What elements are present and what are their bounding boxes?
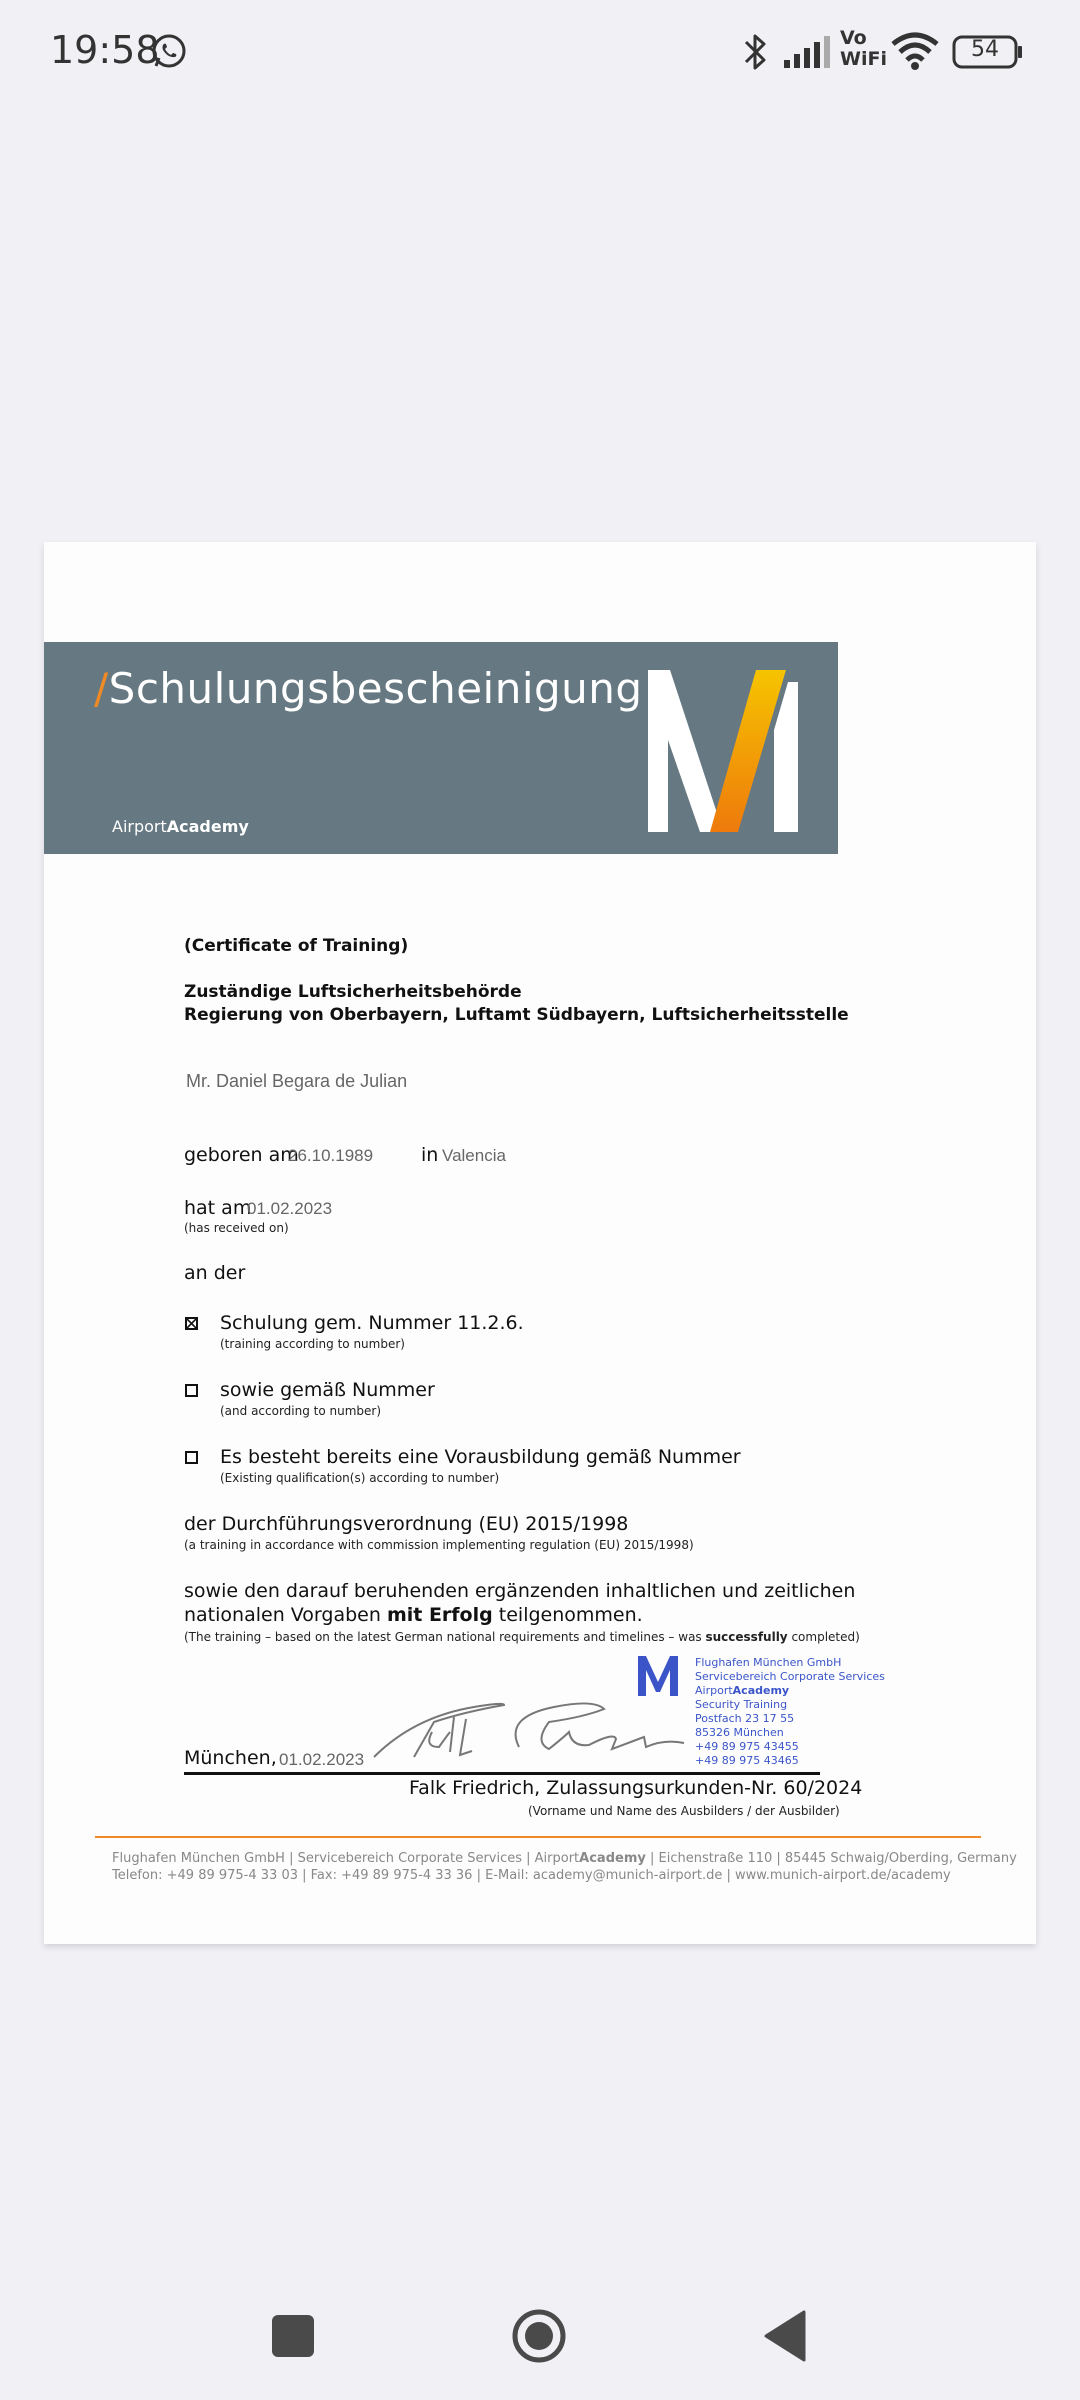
status-bar xyxy=(0,0,1080,100)
signing-date: 01.02.2023 xyxy=(279,1750,365,1769)
completion-emphasis: mit Erfolg xyxy=(386,1604,493,1626)
option-translation-2: (and according to number) xyxy=(220,1404,382,1418)
stamp-academy-word: Academy xyxy=(732,1684,790,1697)
completion-translation-bold: successfully xyxy=(705,1630,788,1644)
battery-level: 54 xyxy=(971,37,999,62)
received-translation: (has received on) xyxy=(184,1221,289,1235)
airport-academy-label xyxy=(112,817,249,836)
completion-line-2 xyxy=(184,1604,643,1626)
footer-address xyxy=(112,1851,1017,1866)
stamp-line-5: Postfach 23 17 55 xyxy=(695,1712,795,1725)
birthplace: Valencia xyxy=(442,1146,506,1165)
stamp-line-7: +49 89 975 43455 xyxy=(695,1740,799,1753)
regulation-text: der Durchführungsverordnung (EU) 2015/1998 xyxy=(184,1513,629,1535)
certificate-page[interactable] xyxy=(44,542,1036,1944)
footer-address-c: | Eichenstraße 110 | 85445 Schwaig/Oberding, Germany xyxy=(645,1851,1017,1866)
academy-word: Academy xyxy=(166,817,249,836)
authority-name: Regierung von Oberbayern, Luftamt Südbayern, Luftsicherheitsstelle xyxy=(184,1005,849,1025)
signing-place: München, xyxy=(184,1747,277,1769)
certificate-of-training-label: (Certificate of Training) xyxy=(184,936,409,956)
footer-contact: Telefon: +49 89 975-4 33 03 | Fax: +49 89 975-4 33 36 | E-Mail: academy@munich-airport.de | www.munich-airport.de/academy xyxy=(112,1868,951,1883)
status-time: 19:58 xyxy=(50,28,160,72)
in-label: in xyxy=(421,1144,439,1166)
option-translation-3: (Existing qualification(s) according to number) xyxy=(220,1471,500,1485)
checkbox-cross-icon xyxy=(187,1319,196,1328)
title-text: Schulungsbescheinigung xyxy=(108,664,643,713)
option-checkbox-1 xyxy=(185,1317,198,1330)
signer-name: Falk Friedrich, Zulassungsurkunden-Nr. 60/2024 xyxy=(409,1777,863,1799)
whatsapp-icon xyxy=(150,32,188,70)
received-date: 01.02.2023 xyxy=(247,1199,333,1218)
trainee-name: Mr. Daniel Begara de Julian xyxy=(186,1071,408,1091)
option-checkbox-3 xyxy=(185,1451,198,1464)
munich-airport-logo xyxy=(648,670,806,832)
option-label-3: Es besteht bereits eine Vorausbildung gemäß Nummer xyxy=(220,1446,741,1468)
handwritten-signature xyxy=(354,1677,694,1762)
footer-academy-word: Academy xyxy=(579,1851,646,1866)
birth-date: 26.10.1989 xyxy=(288,1146,374,1165)
stamp-line-6: 85326 München xyxy=(695,1726,784,1739)
completion-line-1: sowie den darauf beruhenden ergänzenden inhaltlichen und zeitlichen xyxy=(184,1580,856,1602)
completion-translation xyxy=(184,1630,860,1644)
stamp-line-3 xyxy=(695,1684,885,1698)
bluetooth-icon xyxy=(740,30,772,74)
airport-word: Airport xyxy=(112,817,167,836)
born-label: geboren am xyxy=(184,1144,299,1166)
recents-button[interactable] xyxy=(272,2315,314,2357)
vowifi-top-text: Vo xyxy=(840,27,867,49)
title-slash: / xyxy=(94,664,109,713)
stamp-line-2: Servicebereich Corporate Services xyxy=(695,1670,885,1683)
vowifi-icon xyxy=(840,28,886,70)
regulation-translation: (a training in accordance with commission implementing regulation (EU) 2015/1998) xyxy=(184,1538,694,1552)
authority-heading: Zuständige Luftsicherheitsbehörde xyxy=(184,982,522,1002)
stamp-line-4: Security Training xyxy=(695,1698,788,1711)
completion-translation-c: completed) xyxy=(787,1630,860,1644)
option-translation-1: (training according to number) xyxy=(220,1337,405,1351)
completion-part-a: nationalen Vorgaben xyxy=(184,1604,387,1626)
option-label-1: Schulung gem. Nummer 11.2.6. xyxy=(220,1312,524,1334)
footer-divider xyxy=(95,1836,981,1838)
signer-caption: (Vorname und Name des Ausbilders / der Ausbilder) xyxy=(528,1804,840,1818)
certificate-title xyxy=(94,664,643,713)
vowifi-bottom-text: WiFi xyxy=(840,48,887,70)
option-label-2: sowie gemäß Nummer xyxy=(220,1379,435,1401)
back-button[interactable] xyxy=(762,2310,808,2362)
wifi-icon xyxy=(890,30,940,72)
home-button[interactable] xyxy=(512,2309,566,2363)
option-checkbox-2 xyxy=(185,1384,198,1397)
an-der-label: an der xyxy=(184,1262,246,1284)
received-label: hat am xyxy=(184,1197,252,1219)
signal-icon xyxy=(782,34,832,70)
completion-translation-a: (The training – based on the latest German national requirements and timelines – was xyxy=(184,1630,706,1644)
stamp-line-1: Flughafen München GmbH xyxy=(695,1656,842,1669)
academy-stamp xyxy=(695,1656,885,1768)
stamp-line-8: +49 89 975 43465 xyxy=(695,1754,799,1767)
footer-address-a: Flughafen München GmbH | Servicebereich Corporate Services | Airport xyxy=(112,1851,580,1866)
signature-line xyxy=(184,1772,820,1775)
stamp-airport-word: Airport xyxy=(695,1684,733,1697)
completion-part-c: teilgenommen. xyxy=(492,1604,643,1626)
certificate-banner xyxy=(44,642,838,854)
